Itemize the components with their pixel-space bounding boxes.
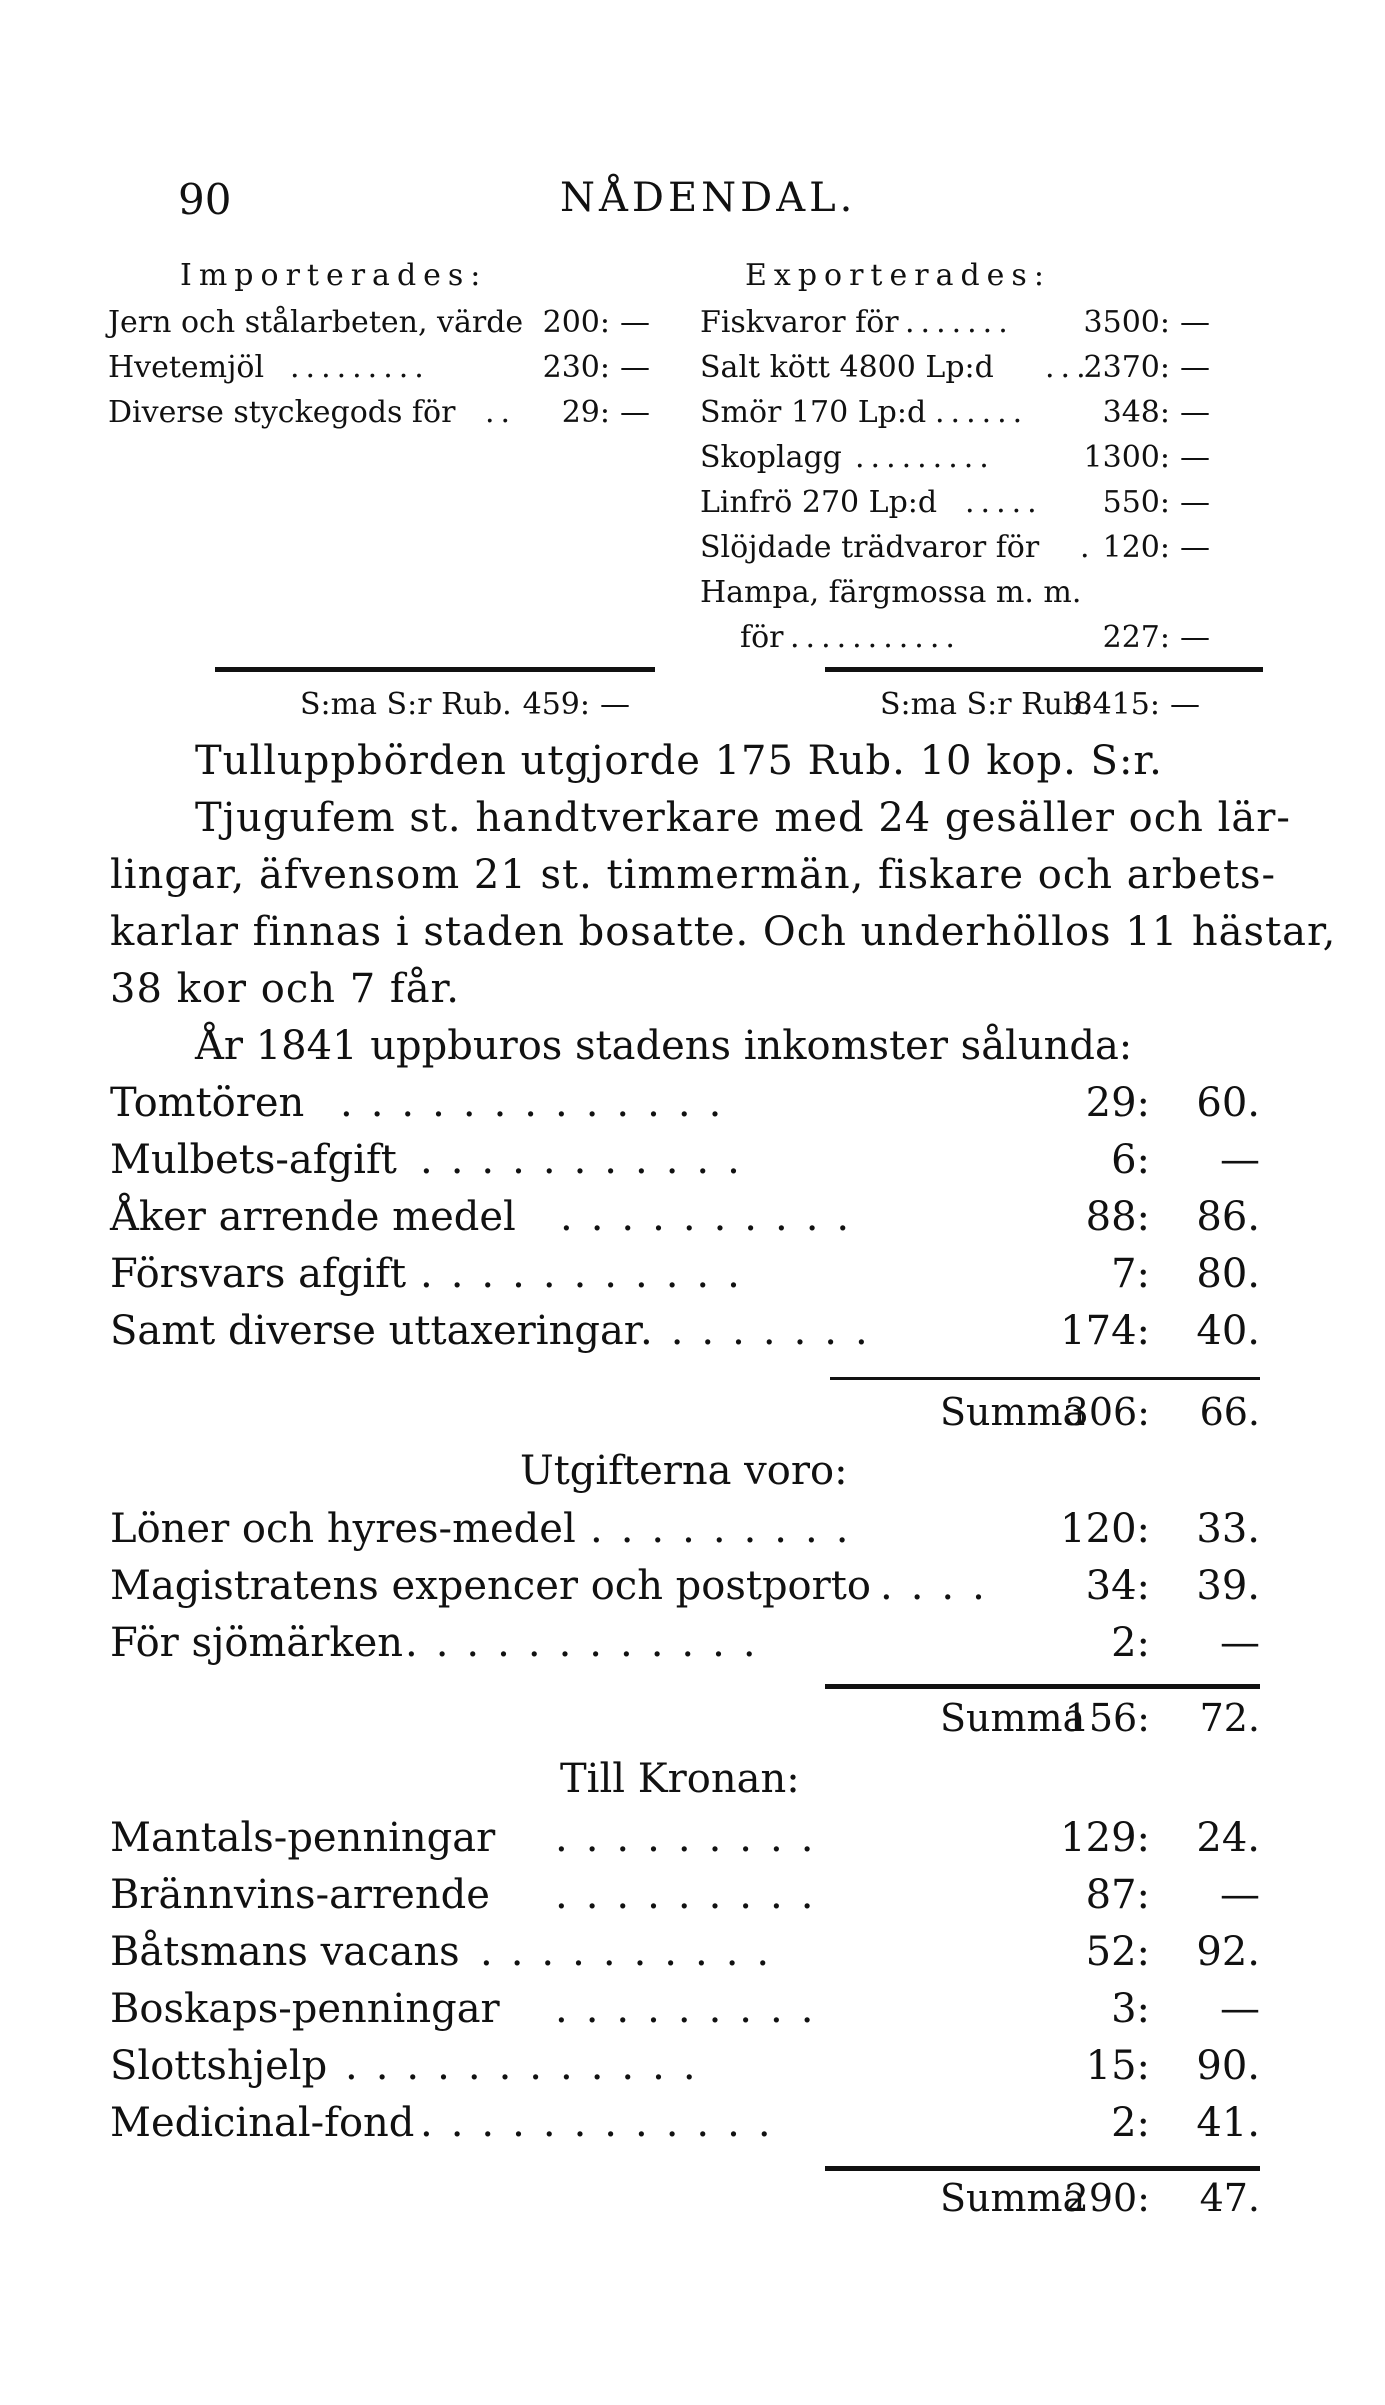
exports-row-dots: ....... xyxy=(905,305,1014,340)
crown-row-value: 2: xyxy=(1111,2100,1150,2146)
crown-row-cents: 41. xyxy=(1196,2100,1260,2146)
exports-sum-dash: — xyxy=(1170,687,1200,722)
expenses-row-value: 2: xyxy=(1111,1620,1150,1666)
imports-row-label: Diverse styckegods för xyxy=(108,395,456,430)
exports-row-dots: ... xyxy=(1045,350,1092,385)
imports-sum-value: 459: xyxy=(522,687,590,722)
crown-row-value: 3: xyxy=(1111,1986,1150,2032)
imports-row-value: 29: xyxy=(561,395,610,430)
expenses-row-dots: ......... xyxy=(590,1506,867,1552)
crown-row-label: Brännvins-arrende xyxy=(110,1872,490,1918)
page-number: 90 xyxy=(178,175,232,224)
crown-row-cents: 92. xyxy=(1196,1929,1260,1975)
body-line: Tulluppbörden utgjorde 175 Rub. 10 kop. S:r. xyxy=(195,738,1163,784)
expenses-heading: Utgifterna voro: xyxy=(520,1448,848,1494)
expenses-sum-value: 156: xyxy=(1064,1696,1150,1740)
imports-row-dots: ......... xyxy=(290,350,430,385)
crown-row-label: Mantals-penningar xyxy=(110,1815,496,1861)
imports-row-dots: .. xyxy=(485,395,517,430)
crown-sum-rule xyxy=(825,2166,1260,2171)
expenses-sum-rule xyxy=(825,1684,1260,1689)
exports-sum-value: 8415: xyxy=(1073,687,1160,722)
crown-row-value: 52: xyxy=(1085,1929,1150,1975)
income-row-value: 88: xyxy=(1085,1194,1150,1240)
exports-row-dots: ..... xyxy=(965,485,1043,520)
crown-sum-label: Summa xyxy=(940,2176,1086,2220)
expenses-row-cents: 33. xyxy=(1196,1506,1260,1552)
exports-heading: Exporterades: xyxy=(745,258,1051,293)
exports-sum-label: S:ma S:r Rub. xyxy=(880,687,1092,722)
exports-row-label: Hampa, färgmossa m. m. xyxy=(700,575,1082,610)
exports-row-dash: — xyxy=(1180,485,1210,520)
crown-row-dots: ......... xyxy=(555,1872,832,1918)
income-row-dots: ............. xyxy=(340,1080,740,1126)
crown-row-cents: 90. xyxy=(1196,2043,1260,2089)
income-row-dots: .......... xyxy=(560,1194,868,1240)
exports-row-dots: ......... xyxy=(855,440,995,475)
income-row-value: 7: xyxy=(1111,1251,1150,1297)
imports-row-value: 230: xyxy=(542,350,610,385)
crown-row-dots: ......... xyxy=(555,1986,832,2032)
exports-row-label: Smör 170 Lp:d xyxy=(700,395,927,430)
exports-row-value: 120: xyxy=(1102,530,1170,565)
income-row-dots: ........... xyxy=(420,1137,758,1183)
exports-row-label: Fiskvaror för xyxy=(700,305,899,340)
income-row-cents: 60. xyxy=(1196,1080,1260,1126)
exports-row-dash: — xyxy=(1180,440,1210,475)
income-heading: År 1841 uppburos stadens inkomster sålunda: xyxy=(195,1023,1133,1069)
income-row-label: Försvars afgift xyxy=(110,1251,407,1297)
income-row-dots: ........ xyxy=(640,1308,886,1354)
crown-sum-value: 290: xyxy=(1064,2176,1150,2220)
income-row-label: Tomtören xyxy=(110,1080,305,1126)
imports-sum-label: S:ma S:r Rub. xyxy=(300,687,512,722)
expenses-row-label: För sjömärken xyxy=(110,1620,404,1666)
crown-row-value: 129: xyxy=(1060,1815,1150,1861)
exports-row-dash: — xyxy=(1180,350,1210,385)
expenses-row-dots: ............ xyxy=(405,1620,774,1666)
imports-row-dash: — xyxy=(620,395,650,430)
expenses-row-cents: 39. xyxy=(1196,1563,1260,1609)
exports-row-value: 550: xyxy=(1102,485,1170,520)
income-row-label: Mulbets-afgift xyxy=(110,1137,397,1183)
body-line: lingar, äfvensom 21 st. timmermän, fiskare och arbets- xyxy=(110,852,1277,898)
body-line: Tjugufem st. handtverkare med 24 gesäller och lär- xyxy=(195,795,1291,841)
body-line: 38 kor och 7 får. xyxy=(110,966,460,1012)
crown-heading: Till Kronan: xyxy=(560,1756,800,1802)
income-row-cents: — xyxy=(1220,1137,1260,1183)
imports-row-value: 200: xyxy=(542,305,610,340)
exports-row-dots: ...... xyxy=(935,395,1029,430)
income-row-value: 6: xyxy=(1111,1137,1150,1183)
crown-row-label: Boskaps-penningar xyxy=(110,1986,500,2032)
crown-row-value: 87: xyxy=(1085,1872,1150,1918)
income-row-dots: ........... xyxy=(420,1251,758,1297)
crown-row-cents: 24. xyxy=(1196,1815,1260,1861)
imports-row-dash: — xyxy=(620,305,650,340)
income-row-cents: 80. xyxy=(1196,1251,1260,1297)
income-sum-cents: 66. xyxy=(1199,1390,1260,1434)
income-sum-rule xyxy=(830,1377,1260,1380)
body-line: karlar finnas i staden bosatte. Och underhöllos 11 hästar, xyxy=(110,909,1337,955)
exports-row-label: Salt kött 4800 Lp:d xyxy=(700,350,994,385)
expenses-row-cents: — xyxy=(1220,1620,1260,1666)
exports-row-dash: — xyxy=(1180,305,1210,340)
exports-row-dash: — xyxy=(1180,395,1210,430)
income-sum-value: 306: xyxy=(1064,1390,1150,1434)
crown-row-value: 15: xyxy=(1085,2043,1150,2089)
crown-row-dots: ......... xyxy=(555,1815,832,1861)
exports-row-dots: ........... xyxy=(790,620,961,655)
crown-row-label: Medicinal-fond xyxy=(110,2100,415,2146)
expenses-row-value: 34: xyxy=(1085,1563,1150,1609)
imports-row-label: Jern och stålarbeten, värde xyxy=(108,305,524,340)
income-row-label: Åker arrende medel xyxy=(110,1194,516,1240)
imports-row-label: Hvetemjöl xyxy=(108,350,265,385)
exports-sum-rule xyxy=(825,667,1263,672)
exports-row-label: för xyxy=(740,620,784,655)
crown-row-cents: — xyxy=(1220,1872,1260,1918)
expenses-row-label: Löner och hyres-medel xyxy=(110,1506,576,1552)
imports-heading: Importerades: xyxy=(180,258,488,293)
exports-row-dash: — xyxy=(1180,620,1210,655)
imports-row-dash: — xyxy=(620,350,650,385)
crown-row-dots: ............ xyxy=(345,2043,714,2089)
crown-row-label: Slottshjelp xyxy=(110,2043,328,2089)
exports-row-dots: . xyxy=(1080,530,1096,565)
income-row-cents: 40. xyxy=(1196,1308,1260,1354)
crown-row-dots: .......... xyxy=(480,1929,788,1975)
imports-sum-dash: — xyxy=(600,687,630,722)
crown-sum-cents: 47. xyxy=(1199,2176,1260,2220)
crown-row-cents: — xyxy=(1220,1986,1260,2032)
crown-row-dots: ............ xyxy=(420,2100,789,2146)
exports-row-label: Slöjdade trädvaror för xyxy=(700,530,1040,565)
income-row-value: 29: xyxy=(1085,1080,1150,1126)
exports-row-value: 3500: xyxy=(1083,305,1170,340)
exports-row-dash: — xyxy=(1180,530,1210,565)
income-row-label: Samt diverse uttaxeringar xyxy=(110,1308,643,1354)
exports-row-value: 2370: xyxy=(1083,350,1170,385)
income-row-value: 174: xyxy=(1060,1308,1150,1354)
expenses-row-dots: .... xyxy=(880,1563,1003,1609)
income-row-cents: 86. xyxy=(1196,1194,1260,1240)
exports-row-value: 348: xyxy=(1102,395,1170,430)
exports-row-label: Linfrö 270 Lp:d xyxy=(700,485,938,520)
page-title: NÅDENDAL. xyxy=(560,175,857,221)
exports-row-value: 1300: xyxy=(1083,440,1170,475)
income-sum-label: Summa xyxy=(940,1390,1086,1434)
exports-row-value: 227: xyxy=(1102,620,1170,655)
expenses-sum-label: Summa xyxy=(940,1696,1086,1740)
exports-row-label: Skoplagg xyxy=(700,440,842,475)
imports-sum-rule xyxy=(215,667,655,672)
expenses-sum-cents: 72. xyxy=(1199,1696,1260,1740)
crown-row-label: Båtsmans vacans xyxy=(110,1929,460,1975)
expenses-row-value: 120: xyxy=(1060,1506,1150,1552)
expenses-row-label: Magistratens expencer och postporto xyxy=(110,1563,871,1609)
